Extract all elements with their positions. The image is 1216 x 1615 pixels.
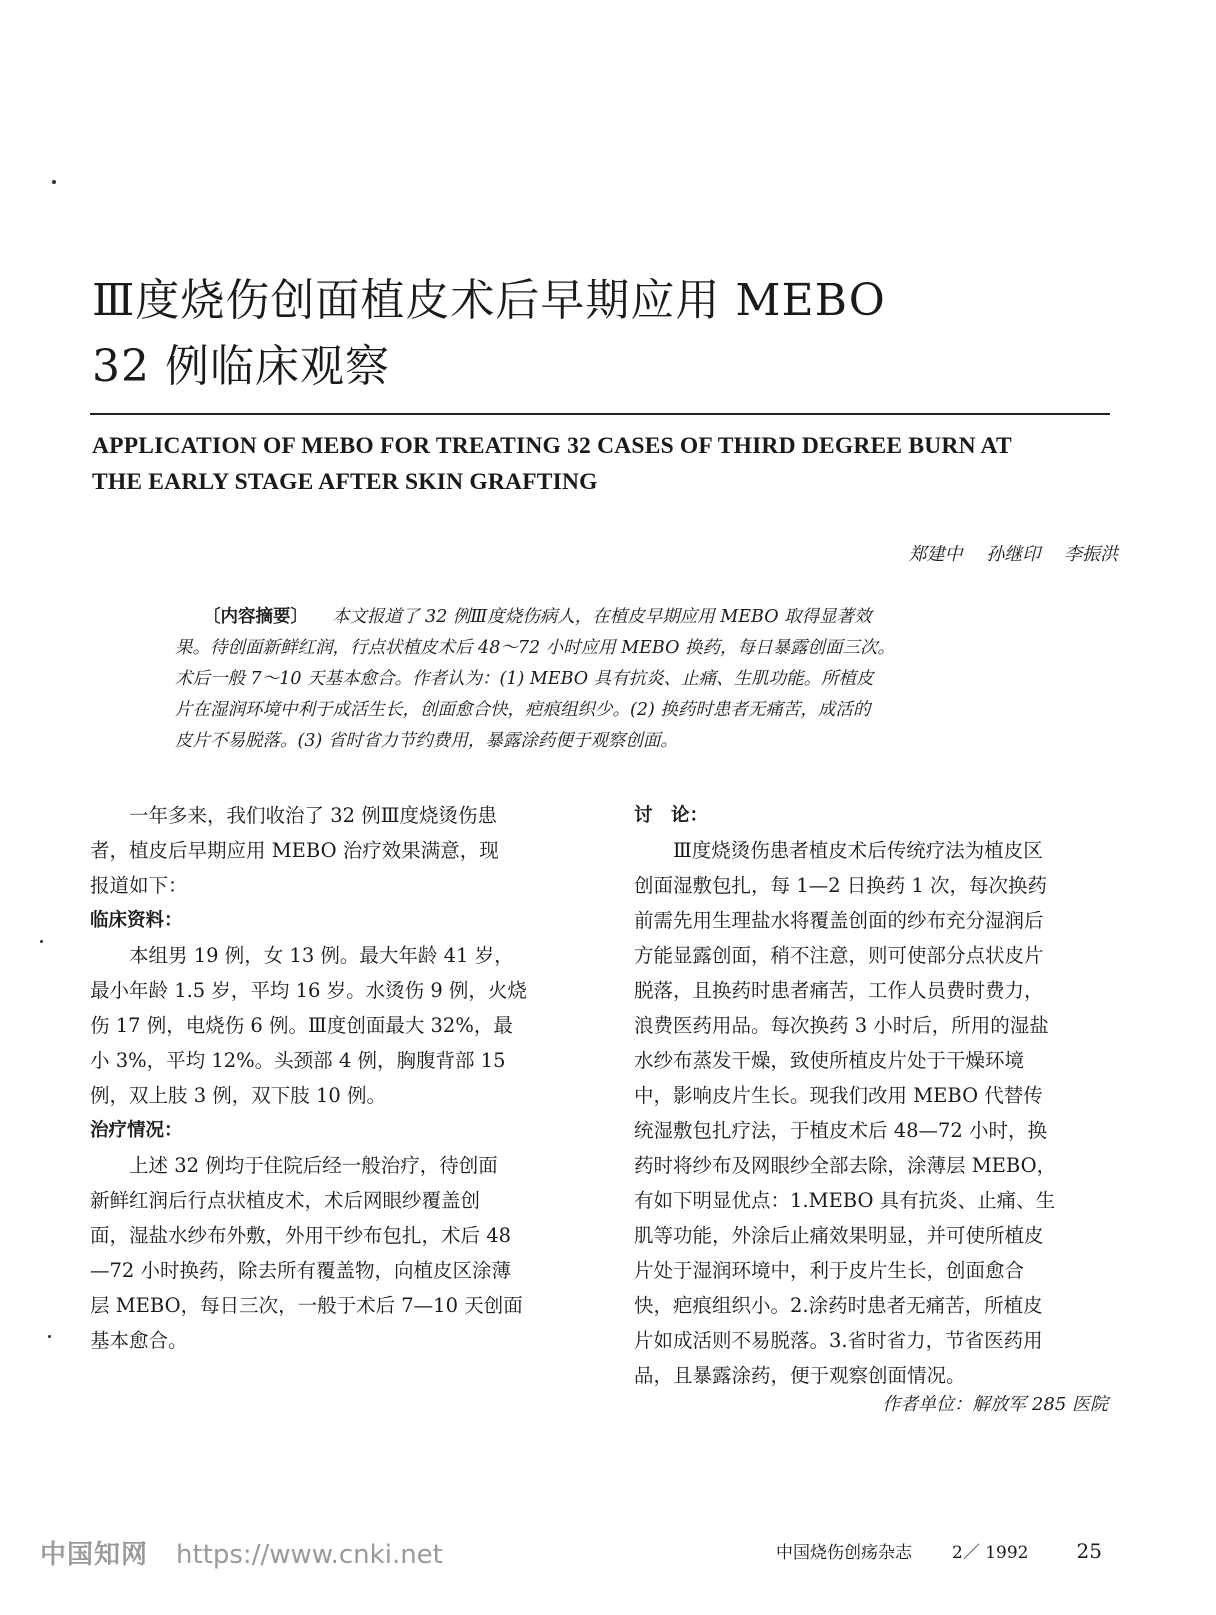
body-line: 浪费医药用品。每次换药 3 小时后，所用的湿盐 bbox=[634, 1014, 1049, 1037]
author-affiliation: 作者单位：解放军 285 医院 bbox=[882, 1394, 1108, 1415]
article-title-english bbox=[92, 428, 1117, 500]
body-line: Ⅲ度烧烫伤患者植皮术后传统疗法为植皮区 bbox=[634, 839, 1043, 862]
abstract bbox=[175, 602, 1037, 757]
body-line: 片处于湿润环境中，利于皮片生长，创面愈合 bbox=[634, 1259, 1025, 1282]
author-list: 郑建中 孙继印 李振洪 bbox=[908, 544, 1118, 565]
body-line: 统湿敷包扎疗法，于植皮术后 48—72 小时，换 bbox=[634, 1119, 1048, 1142]
title-cn-line-1: Ⅲ度烧伤创面植皮术后早期应用 MEBO bbox=[92, 275, 886, 326]
cnki-url: https://www.cnki.net bbox=[176, 1540, 443, 1570]
body-line: 层 MEBO，每日三次，一般于术后 7—10 天创面 bbox=[90, 1294, 523, 1317]
body-line: 例，双上肢 3 例，双下肢 10 例。 bbox=[90, 1084, 387, 1107]
section-heading-discussion: 讨 论： bbox=[634, 805, 709, 826]
title-en-line-1: APPLICATION OF MEBO FOR TREATING 32 CASES OF THIRD DEGREE BURN AT bbox=[92, 433, 1012, 459]
body-line: 方能显露创面，稍不注意，则可使部分点状皮片 bbox=[634, 944, 1044, 967]
body-line: 者，植皮后早期应用 MEBO 治疗效果满意，现 bbox=[90, 839, 499, 862]
scan-speck bbox=[40, 940, 43, 943]
abstract-line: 片在湿润环境中利于成活生长，创面愈合快，疤痕组织少。(2) 换药时患者无痛苦，成活的 bbox=[175, 700, 871, 720]
body-line: 本组男 19 例，女 13 例。最大年龄 41 岁， bbox=[90, 944, 514, 967]
left-column bbox=[90, 798, 580, 1358]
body-line: 水纱布蒸发干燥，致使所植皮片处于干燥环境 bbox=[634, 1049, 1025, 1072]
body-line: 肌等功能，外涂后止痛效果明显，并可使所植皮 bbox=[634, 1224, 1044, 1247]
right-column bbox=[634, 798, 1124, 1393]
scan-speck bbox=[52, 180, 56, 184]
issue-number: 2／ 1992 bbox=[952, 1543, 1029, 1563]
body-line: 中，影响皮片生长。现我们改用 MEBO 代替传 bbox=[634, 1084, 1043, 1107]
body-line: 前需先用生理盐水将覆盖创面的纱布充分湿润后 bbox=[634, 909, 1044, 932]
body-line: 快，疤痕组织小。2.涂药时患者无痛苦，所植皮 bbox=[634, 1294, 1043, 1317]
body-line: 一年多来，我们收治了 32 例Ⅲ度烧烫伤患 bbox=[90, 804, 498, 827]
body-line: 药时将纱布及网眼纱全部去除，涂薄层 MEBO， bbox=[634, 1154, 1057, 1177]
body-line: 基本愈合。 bbox=[90, 1329, 188, 1352]
article-title-chinese bbox=[92, 268, 992, 400]
body-line: 片如成活则不易脱落。3.省时省力，节省医药用 bbox=[634, 1329, 1043, 1352]
body-line: 最小年龄 1.5 岁，平均 16 岁。水烫伤 9 例，火烧 bbox=[90, 979, 527, 1002]
body-line: 创面湿敷包扎，每 1—2 日换药 1 次，每次换药 bbox=[634, 874, 1048, 897]
body-line: 小 3%，平均 12%。头颈部 4 例，胸腹背部 15 bbox=[90, 1049, 506, 1072]
body-line: 报道如下： bbox=[90, 874, 188, 897]
abstract-line: 皮片不易脱落。(3) 省时省力节约费用，暴露涂药便于观察创面。 bbox=[175, 731, 678, 751]
page-number: 25 bbox=[1076, 1539, 1102, 1563]
page-footer bbox=[776, 1538, 1102, 1563]
body-line: 脱落，且换药时患者痛苦，工作人员费时费力， bbox=[634, 979, 1044, 1002]
abstract-line: 果。待创面新鲜红润，行点状植皮术后 48～72 小时应用 MEBO 换药，每日暴露创面三次。 bbox=[175, 638, 896, 658]
body-line: 有如下明显优点：1.MEBO 具有抗炎、止痛、生 bbox=[634, 1189, 1056, 1212]
body-line: 伤 17 例，电烧伤 6 例。Ⅲ度创面最大 32%，最 bbox=[90, 1014, 513, 1037]
section-heading-clinical: 临床资料： bbox=[90, 910, 183, 931]
body-line: 面，湿盐水纱布外敷，外用干纱布包扎，术后 48 bbox=[90, 1224, 512, 1247]
abstract-label: 〔内容摘要〕 bbox=[203, 607, 308, 627]
abstract-line: 术后一般 7～10 天基本愈合。作者认为：(1) MEBO 具有抗炎、止痛、生肌功能。所植皮 bbox=[175, 669, 874, 689]
body-line: 新鲜红润后行点状植皮术，术后网眼纱覆盖创 bbox=[90, 1189, 481, 1212]
journal-name: 中国烧伤创疡杂志 bbox=[776, 1543, 912, 1563]
cnki-logo: 中国知网 bbox=[40, 1540, 149, 1570]
cnki-watermark bbox=[40, 1534, 443, 1571]
section-heading-treatment: 治疗情况： bbox=[90, 1120, 183, 1141]
body-line: 上述 32 例均于住院后经一般治疗，待创面 bbox=[90, 1154, 498, 1177]
title-divider bbox=[90, 413, 1110, 415]
body-line: —72 小时换药，除去所有覆盖物，向植皮区涂薄 bbox=[90, 1259, 512, 1282]
scan-speck bbox=[48, 1335, 51, 1338]
abstract-line: 〔内容摘要〕 本文报道了 32 例Ⅲ度烧伤病人，在植皮早期应用 MEBO 取得显著效 bbox=[203, 607, 872, 627]
title-en-line-2: THE EARLY STAGE AFTER SKIN GRAFTING bbox=[92, 469, 598, 495]
body-line: 品，且暴露涂药，便于观察创面情况。 bbox=[634, 1364, 966, 1387]
title-cn-line-2: 32 例临床观察 bbox=[92, 341, 390, 392]
